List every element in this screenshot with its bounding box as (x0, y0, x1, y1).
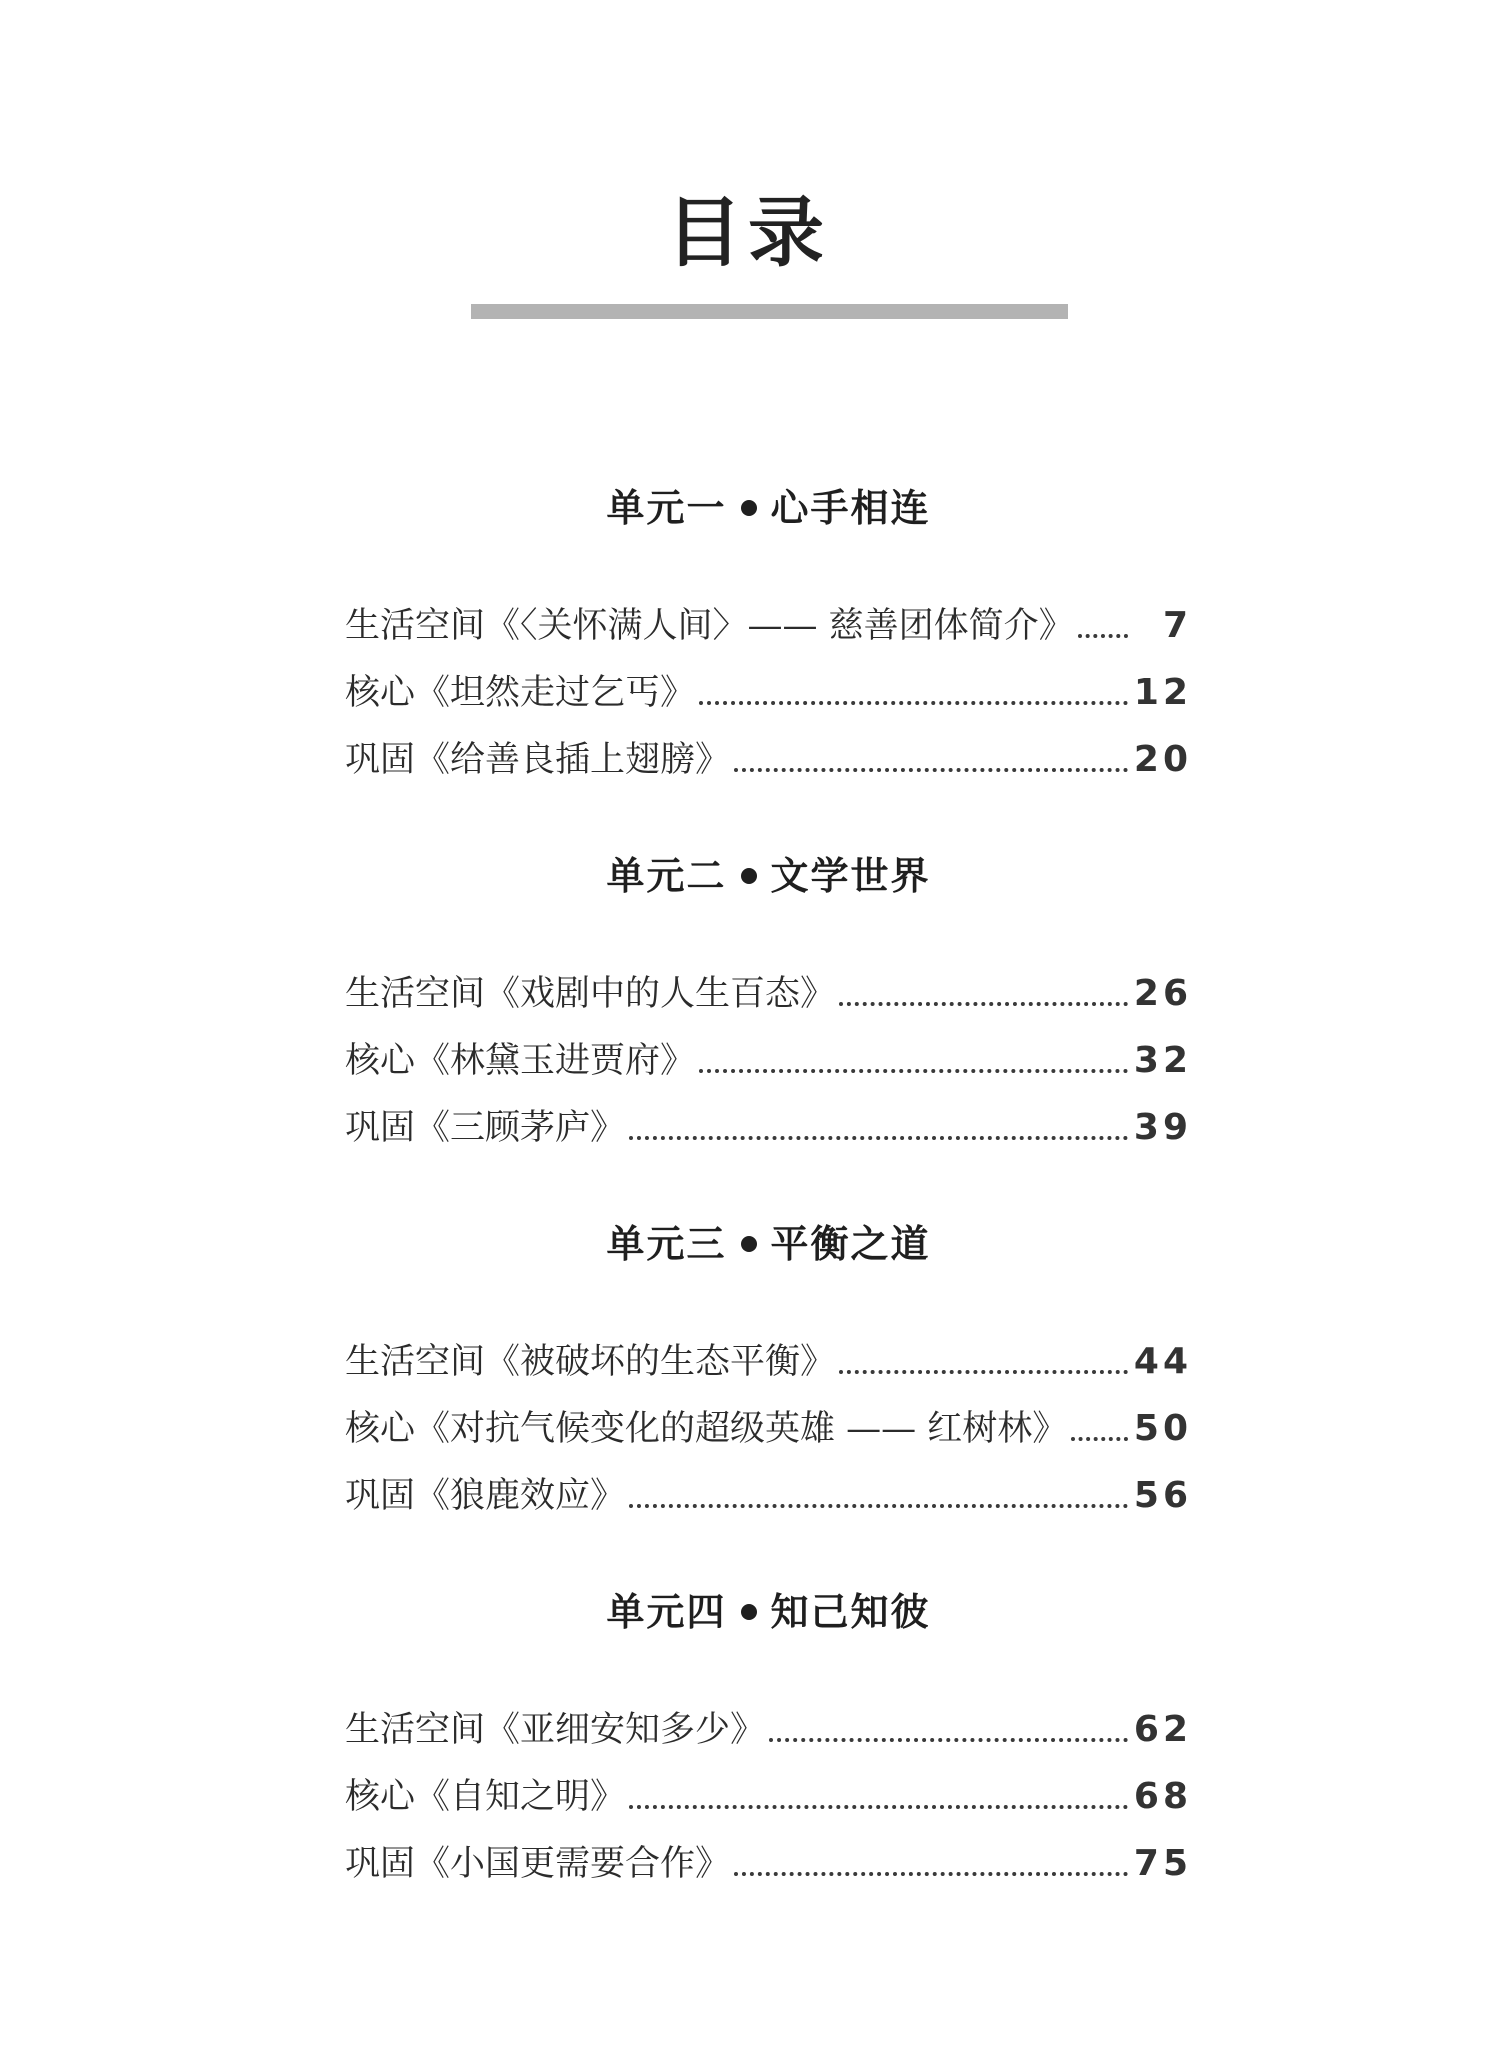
entry-title: 生活空间《被破坏的生态平衡》 (345, 1342, 836, 1382)
toc-entry[interactable] (345, 1318, 1192, 1385)
unit-heading (345, 848, 1192, 904)
dot-leader (1071, 1437, 1128, 1441)
page-title: 目录 (666, 188, 830, 277)
unit-number-label: 单元二 (606, 854, 727, 898)
entry-list (345, 1686, 1192, 1887)
unit-name: 平衡之道 (770, 1222, 931, 1266)
entry-page-number: 50 (1133, 1408, 1192, 1449)
toc-entry[interactable] (345, 582, 1192, 649)
entry-title: 核心《对抗气候变化的超级英雄 —— 红树林》 (345, 1409, 1068, 1449)
toc-entry[interactable] (345, 1385, 1192, 1452)
toc-entry[interactable] (345, 716, 1192, 783)
unit-name: 心手相连 (770, 486, 931, 530)
bullet-dot-icon (741, 1604, 757, 1620)
unit-section-1 (345, 480, 1192, 783)
dot-leader (629, 1504, 1128, 1508)
entry-page-number: 68 (1133, 1776, 1192, 1817)
entry-page-number: 32 (1133, 1040, 1192, 1081)
toc-entry[interactable] (345, 1084, 1192, 1151)
entry-page-number: 39 (1133, 1107, 1192, 1148)
unit-name: 知己知彼 (770, 1590, 931, 1634)
unit-section-3 (345, 1216, 1192, 1519)
dot-leader (769, 1738, 1128, 1742)
entry-title: 生活空间《戏剧中的人生百态》 (345, 974, 836, 1014)
toc-entry[interactable] (345, 1452, 1192, 1519)
entry-list (345, 1318, 1192, 1519)
toc-entry[interactable] (345, 1017, 1192, 1084)
unit-number-label: 单元一 (606, 486, 727, 530)
toc-entry[interactable] (345, 1820, 1192, 1887)
bullet-dot-icon (741, 1236, 757, 1252)
dot-leader (839, 1370, 1128, 1374)
toc-entry[interactable] (345, 1686, 1192, 1753)
entry-title: 巩固《狼鹿效应》 (345, 1476, 626, 1516)
bullet-dot-icon (741, 868, 757, 884)
entry-title: 核心《坦然走过乞丐》 (345, 673, 696, 713)
unit-number-label: 单元四 (606, 1590, 727, 1634)
dot-leader (699, 1069, 1128, 1073)
dot-leader (734, 768, 1128, 772)
dot-leader (699, 701, 1128, 705)
entry-list (345, 582, 1192, 783)
dot-leader (734, 1872, 1128, 1876)
title-underline (471, 304, 1068, 319)
unit-heading (345, 480, 1192, 536)
entry-page-number: 62 (1133, 1709, 1192, 1750)
entry-title: 巩固《小国更需要合作》 (345, 1844, 731, 1884)
entry-page-number: 44 (1133, 1341, 1192, 1382)
unit-name: 文学世界 (770, 854, 931, 898)
entry-title: 核心《林黛玉进贾府》 (345, 1041, 696, 1081)
unit-section-4 (345, 1584, 1192, 1887)
entry-page-number: 7 (1162, 605, 1192, 646)
toc-entry[interactable] (345, 950, 1192, 1017)
dot-leader (629, 1136, 1128, 1140)
entry-title: 生活空间《亚细安知多少》 (345, 1710, 766, 1750)
entry-page-number: 56 (1133, 1475, 1192, 1516)
entry-page-number: 75 (1133, 1843, 1192, 1884)
dot-leader (629, 1805, 1128, 1809)
dot-leader (839, 1002, 1128, 1006)
entry-title: 核心《自知之明》 (345, 1777, 626, 1817)
entry-title: 生活空间《〈关怀满人间〉—— 慈善团体简介》 (345, 606, 1074, 646)
bullet-dot-icon (741, 500, 757, 516)
entry-page-number: 26 (1133, 973, 1192, 1014)
entry-page-number: 20 (1133, 739, 1192, 780)
unit-number-label: 单元三 (606, 1222, 727, 1266)
unit-heading (345, 1584, 1192, 1640)
unit-section-2 (345, 848, 1192, 1151)
unit-heading (345, 1216, 1192, 1272)
toc-entry[interactable] (345, 649, 1192, 716)
toc-entry[interactable] (345, 1753, 1192, 1820)
entry-title: 巩固《三顾茅庐》 (345, 1108, 626, 1148)
entry-list (345, 950, 1192, 1151)
entry-page-number: 12 (1133, 672, 1192, 713)
entry-title: 巩固《给善良插上翅膀》 (345, 740, 731, 780)
dot-leader (1078, 634, 1128, 638)
